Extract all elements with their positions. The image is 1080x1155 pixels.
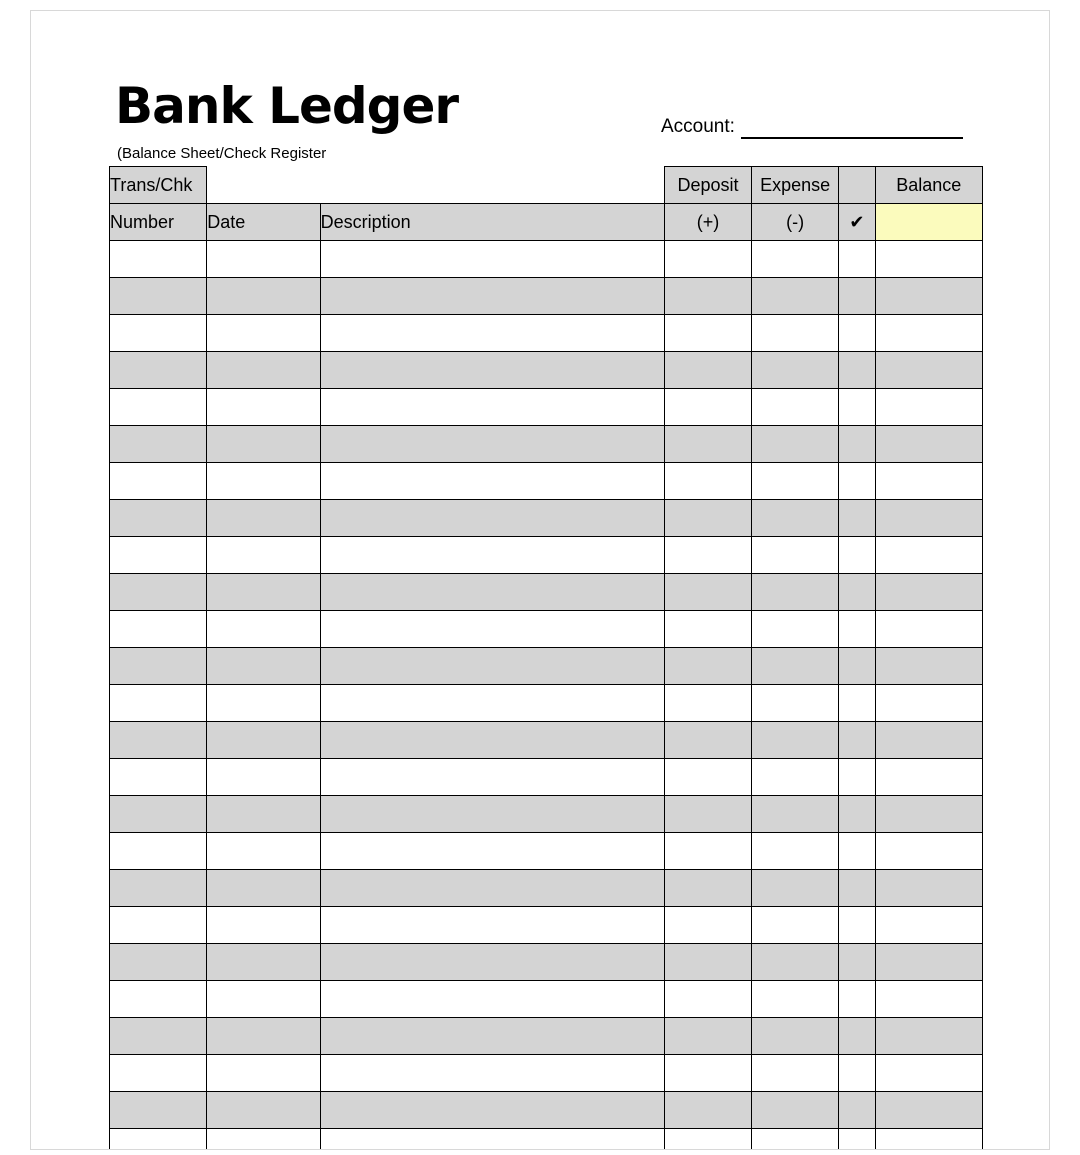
table-row (110, 796, 983, 833)
cell-date[interactable] (207, 389, 320, 426)
cell-expense[interactable] (752, 870, 839, 907)
cell-date[interactable] (207, 426, 320, 463)
account-input[interactable] (741, 119, 963, 139)
cell-trans-number[interactable] (110, 278, 207, 315)
table-row (110, 574, 983, 611)
cell-deposit[interactable] (664, 241, 751, 278)
cell-deposit[interactable] (664, 315, 751, 352)
cell-balance[interactable] (875, 1055, 982, 1092)
cell-date[interactable] (207, 463, 320, 500)
cell-trans-number[interactable] (110, 796, 207, 833)
column-header-expense-sign: (-) (752, 204, 839, 241)
cell-date[interactable] (207, 981, 320, 1018)
cell-description[interactable] (320, 759, 664, 796)
table-row (110, 352, 983, 389)
cell-expense[interactable] (752, 241, 839, 278)
table-row (110, 870, 983, 907)
cell-balance[interactable] (875, 463, 982, 500)
cell-deposit[interactable] (664, 500, 751, 537)
cell-check[interactable] (839, 1018, 875, 1055)
cell-expense[interactable] (752, 574, 839, 611)
page-header (31, 11, 1049, 161)
cell-deposit[interactable] (664, 759, 751, 796)
cell-check[interactable] (839, 241, 875, 278)
table-row (110, 1055, 983, 1092)
cell-deposit[interactable] (664, 907, 751, 944)
cell-expense[interactable] (752, 278, 839, 315)
cell-expense[interactable] (752, 500, 839, 537)
cell-expense[interactable] (752, 1018, 839, 1055)
cell-balance[interactable] (875, 722, 982, 759)
table-body (110, 241, 983, 1151)
cell-date[interactable] (207, 722, 320, 759)
column-header-trans-number-top: Trans/Chk (110, 167, 207, 204)
cell-balance[interactable] (875, 796, 982, 833)
cell-deposit[interactable] (664, 574, 751, 611)
cell-date[interactable] (207, 315, 320, 352)
cell-check[interactable] (839, 796, 875, 833)
cell-expense[interactable] (752, 1092, 839, 1129)
cell-trans-number[interactable] (110, 870, 207, 907)
cell-check[interactable] (839, 315, 875, 352)
cell-description[interactable] (320, 648, 664, 685)
table-row (110, 1018, 983, 1055)
cell-description[interactable] (320, 907, 664, 944)
cell-balance[interactable] (875, 1092, 982, 1129)
table-row (110, 759, 983, 796)
cell-expense[interactable] (752, 1055, 839, 1092)
cell-description[interactable] (320, 1018, 664, 1055)
cell-check[interactable] (839, 907, 875, 944)
cell-deposit[interactable] (664, 981, 751, 1018)
cell-deposit[interactable] (664, 352, 751, 389)
cell-date[interactable] (207, 796, 320, 833)
cell-description[interactable] (320, 241, 664, 278)
cell-trans-number[interactable] (110, 537, 207, 574)
cell-description[interactable] (320, 833, 664, 870)
header-spacer (207, 167, 665, 204)
cell-balance[interactable] (875, 833, 982, 870)
table-row (110, 944, 983, 981)
cell-description[interactable] (320, 278, 664, 315)
table-row (110, 907, 983, 944)
cell-description[interactable] (320, 796, 664, 833)
table-row (110, 722, 983, 759)
table-row (110, 833, 983, 870)
cell-description[interactable] (320, 722, 664, 759)
cell-deposit[interactable] (664, 1092, 751, 1129)
cell-description[interactable] (320, 315, 664, 352)
table-row (110, 315, 983, 352)
cell-check[interactable] (839, 981, 875, 1018)
cell-date[interactable] (207, 241, 320, 278)
cell-balance[interactable] (875, 981, 982, 1018)
cell-date[interactable] (207, 352, 320, 389)
cell-balance[interactable] (875, 685, 982, 722)
cell-expense[interactable] (752, 352, 839, 389)
table-row (110, 241, 983, 278)
cell-date[interactable] (207, 648, 320, 685)
cell-balance[interactable] (875, 389, 982, 426)
cell-balance[interactable] (875, 907, 982, 944)
account-field-group (661, 116, 963, 139)
cell-check[interactable] (839, 574, 875, 611)
cell-trans-number[interactable] (110, 1129, 207, 1151)
cell-trans-number[interactable] (110, 500, 207, 537)
cell-deposit[interactable] (664, 870, 751, 907)
cell-check[interactable] (839, 648, 875, 685)
table-header-row-2 (110, 204, 983, 241)
cell-date[interactable] (207, 833, 320, 870)
cell-check[interactable] (839, 1055, 875, 1092)
cell-description[interactable] (320, 500, 664, 537)
cell-expense[interactable] (752, 648, 839, 685)
cell-balance[interactable] (875, 426, 982, 463)
cell-date[interactable] (207, 1092, 320, 1129)
cell-description[interactable] (320, 981, 664, 1018)
cell-expense[interactable] (752, 685, 839, 722)
cell-trans-number[interactable] (110, 389, 207, 426)
cell-check[interactable] (839, 278, 875, 315)
cell-check[interactable] (839, 463, 875, 500)
cell-check[interactable] (839, 1129, 875, 1151)
cell-balance[interactable] (875, 944, 982, 981)
cell-expense[interactable] (752, 315, 839, 352)
table-row (110, 611, 983, 648)
table-row (110, 1129, 983, 1151)
cell-date[interactable] (207, 1129, 320, 1151)
cell-description[interactable] (320, 574, 664, 611)
cell-deposit[interactable] (664, 796, 751, 833)
cell-balance[interactable] (875, 1129, 982, 1151)
cell-trans-number[interactable] (110, 611, 207, 648)
cell-deposit[interactable] (664, 389, 751, 426)
cell-deposit[interactable] (664, 685, 751, 722)
cell-trans-number[interactable] (110, 759, 207, 796)
column-header-deposit-sign: (+) (664, 204, 751, 241)
cell-description[interactable] (320, 537, 664, 574)
cell-expense[interactable] (752, 1129, 839, 1151)
column-header-date: Date (207, 204, 320, 241)
cell-trans-number[interactable] (110, 463, 207, 500)
cell-check[interactable] (839, 426, 875, 463)
cell-balance[interactable] (875, 537, 982, 574)
cell-check[interactable] (839, 352, 875, 389)
cell-check[interactable] (839, 500, 875, 537)
cell-date[interactable] (207, 944, 320, 981)
cell-check[interactable] (839, 389, 875, 426)
cell-balance[interactable] (875, 574, 982, 611)
cell-balance[interactable] (875, 241, 982, 278)
cell-balance[interactable] (875, 870, 982, 907)
cell-trans-number[interactable] (110, 944, 207, 981)
cell-date[interactable] (207, 685, 320, 722)
cell-trans-number[interactable] (110, 1055, 207, 1092)
table-header-row-1 (110, 167, 983, 204)
cell-date[interactable] (207, 278, 320, 315)
table-row (110, 981, 983, 1018)
cell-deposit[interactable] (664, 463, 751, 500)
checkmark-icon: ✔ (839, 204, 875, 241)
table-row (110, 463, 983, 500)
cell-date[interactable] (207, 907, 320, 944)
page-title: Bank Ledger (115, 77, 459, 135)
cell-date[interactable] (207, 759, 320, 796)
cell-trans-number[interactable] (110, 1092, 207, 1129)
table-row (110, 685, 983, 722)
cell-deposit[interactable] (664, 426, 751, 463)
column-header-description: Description (320, 204, 664, 241)
cell-trans-number[interactable] (110, 685, 207, 722)
page-subtitle: (Balance Sheet/Check Register (117, 145, 327, 162)
column-header-balance: Balance (875, 167, 982, 204)
cell-deposit[interactable] (664, 1129, 751, 1151)
cell-expense[interactable] (752, 981, 839, 1018)
cell-expense[interactable] (752, 796, 839, 833)
cell-description[interactable] (320, 426, 664, 463)
cell-description[interactable] (320, 1129, 664, 1151)
cell-balance[interactable] (875, 500, 982, 537)
cell-date[interactable] (207, 574, 320, 611)
cell-expense[interactable] (752, 611, 839, 648)
cell-deposit[interactable] (664, 611, 751, 648)
cell-description[interactable] (320, 352, 664, 389)
cell-description[interactable] (320, 1055, 664, 1092)
cell-expense[interactable] (752, 426, 839, 463)
cell-check[interactable] (839, 1092, 875, 1129)
cell-balance[interactable] (875, 352, 982, 389)
cell-deposit[interactable] (664, 1018, 751, 1055)
cell-trans-number[interactable] (110, 981, 207, 1018)
column-header-check-top (839, 167, 875, 204)
cell-description[interactable] (320, 870, 664, 907)
cell-deposit[interactable] (664, 833, 751, 870)
cell-expense[interactable] (752, 833, 839, 870)
cell-expense[interactable] (752, 463, 839, 500)
column-header-deposit: Deposit (664, 167, 751, 204)
cell-check[interactable] (839, 833, 875, 870)
ledger-table (109, 166, 983, 1150)
starting-balance-input[interactable] (875, 204, 982, 241)
cell-deposit[interactable] (664, 1055, 751, 1092)
cell-balance[interactable] (875, 315, 982, 352)
cell-balance[interactable] (875, 648, 982, 685)
cell-trans-number[interactable] (110, 426, 207, 463)
table-row (110, 500, 983, 537)
cell-expense[interactable] (752, 907, 839, 944)
cell-description[interactable] (320, 463, 664, 500)
column-header-expense: Expense (752, 167, 839, 204)
column-header-number: Number (110, 204, 207, 241)
cell-check[interactable] (839, 685, 875, 722)
cell-balance[interactable] (875, 759, 982, 796)
cell-description[interactable] (320, 1092, 664, 1129)
cell-balance[interactable] (875, 611, 982, 648)
cell-date[interactable] (207, 611, 320, 648)
cell-expense[interactable] (752, 389, 839, 426)
cell-date[interactable] (207, 1018, 320, 1055)
cell-balance[interactable] (875, 278, 982, 315)
cell-description[interactable] (320, 944, 664, 981)
cell-check[interactable] (839, 537, 875, 574)
table-row (110, 1092, 983, 1129)
cell-expense[interactable] (752, 537, 839, 574)
cell-check[interactable] (839, 944, 875, 981)
cell-deposit[interactable] (664, 722, 751, 759)
table-row (110, 426, 983, 463)
cell-expense[interactable] (752, 944, 839, 981)
cell-trans-number[interactable] (110, 1018, 207, 1055)
account-label: Account: (661, 116, 735, 137)
cell-date[interactable] (207, 500, 320, 537)
cell-trans-number[interactable] (110, 907, 207, 944)
cell-expense[interactable] (752, 759, 839, 796)
cell-description[interactable] (320, 389, 664, 426)
ledger-page (30, 10, 1050, 1150)
cell-deposit[interactable] (664, 537, 751, 574)
cell-date[interactable] (207, 537, 320, 574)
table-row (110, 389, 983, 426)
table-row (110, 537, 983, 574)
cell-description[interactable] (320, 611, 664, 648)
cell-trans-number[interactable] (110, 648, 207, 685)
cell-date[interactable] (207, 870, 320, 907)
cell-deposit[interactable] (664, 648, 751, 685)
cell-balance[interactable] (875, 1018, 982, 1055)
table-header (110, 167, 983, 241)
cell-trans-number[interactable] (110, 352, 207, 389)
table-row (110, 648, 983, 685)
cell-check[interactable] (839, 759, 875, 796)
cell-check[interactable] (839, 611, 875, 648)
cell-trans-number[interactable] (110, 315, 207, 352)
cell-trans-number[interactable] (110, 574, 207, 611)
cell-deposit[interactable] (664, 944, 751, 981)
cell-deposit[interactable] (664, 278, 751, 315)
table-row (110, 278, 983, 315)
cell-check[interactable] (839, 870, 875, 907)
cell-expense[interactable] (752, 722, 839, 759)
cell-trans-number[interactable] (110, 833, 207, 870)
cell-description[interactable] (320, 685, 664, 722)
cell-trans-number[interactable] (110, 241, 207, 278)
cell-check[interactable] (839, 722, 875, 759)
cell-trans-number[interactable] (110, 722, 207, 759)
cell-date[interactable] (207, 1055, 320, 1092)
